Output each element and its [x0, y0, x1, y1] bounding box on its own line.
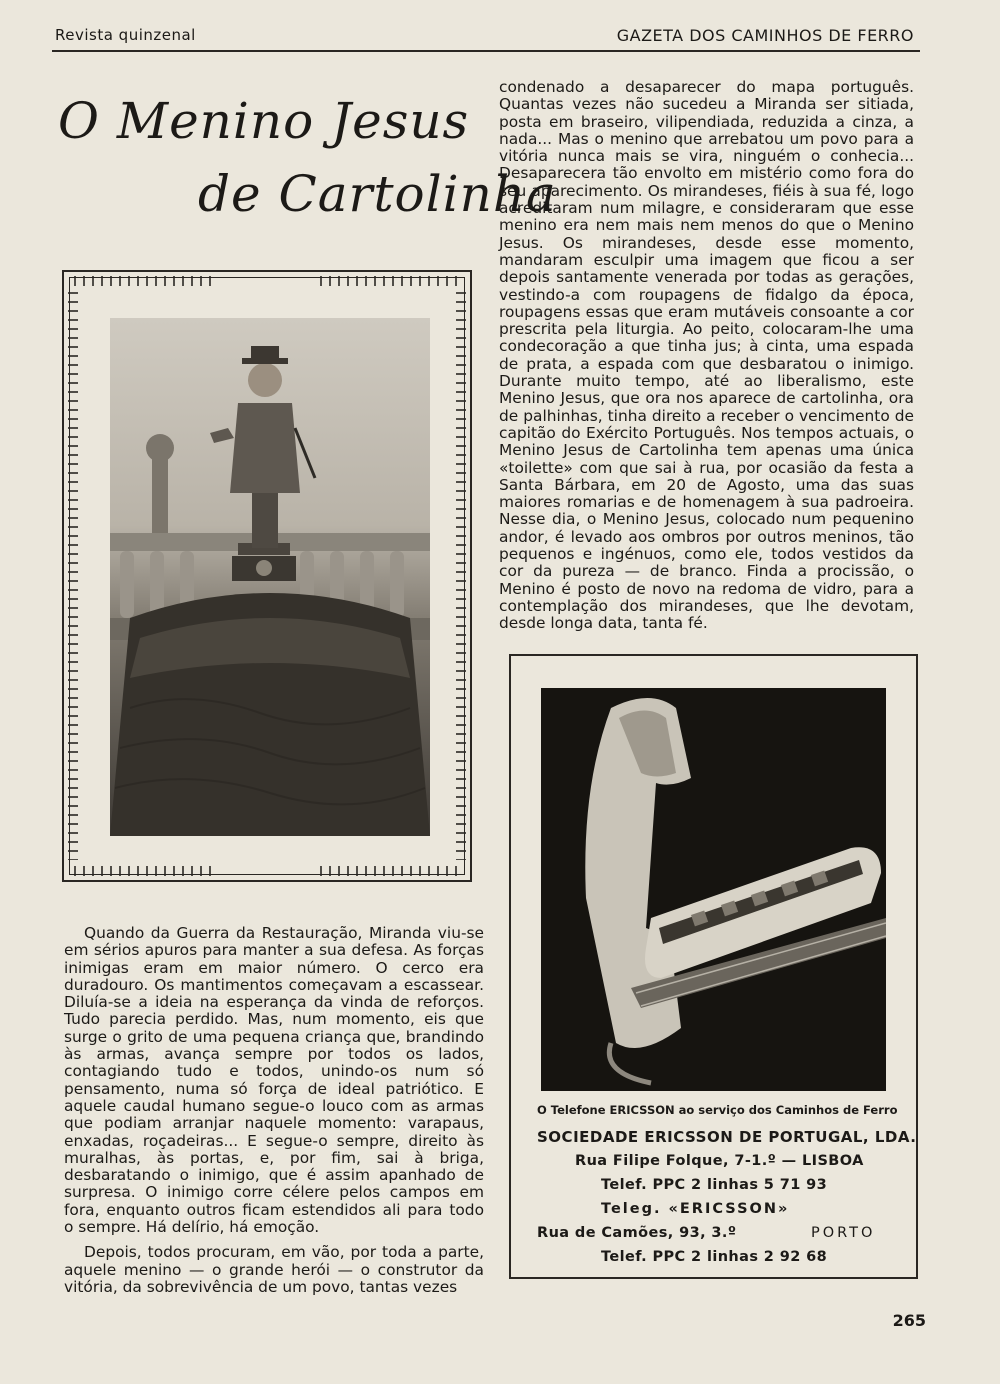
ad-lisbon-address: Rua Filipe Folque, 7-1.º — LISBOA	[575, 1153, 864, 1169]
ad-company-name: SOCIEDADE ERICSSON DE PORTUGAL, LDA.	[537, 1128, 917, 1146]
page-number: 265	[892, 1311, 926, 1330]
frame-ornament	[320, 276, 460, 286]
telephone-train-illustration	[541, 688, 886, 1091]
ad-caption: O Telefone ERICSSON ao serviço dos Caminhos de Ferro	[537, 1103, 898, 1117]
statue-photograph	[110, 318, 430, 836]
header-rule	[52, 50, 920, 52]
ericsson-advertisement	[509, 654, 918, 1279]
article-title-line-2: de Cartolinha	[198, 165, 557, 223]
frame-ornament	[320, 866, 460, 876]
frame-ornament	[74, 276, 214, 286]
frame-ornament	[456, 292, 466, 860]
ad-porto-phone: Telef. PPC 2 linhas 2 92 68	[601, 1249, 828, 1265]
article-title-line-1: O Menino Jesus	[58, 92, 470, 150]
ad-telegraph-address: Teleg. «ERICSSON»	[601, 1201, 790, 1217]
article-left-column	[64, 925, 484, 1296]
header-magazine-title: GAZETA DOS CAMINHOS DE FERRO	[616, 26, 914, 45]
ad-porto-address: Rua de Camões, 93, 3.º	[537, 1225, 737, 1241]
frame-ornament	[68, 292, 78, 860]
header-publication-frequency: Revista quinzenal	[55, 26, 196, 44]
article-right-column: condenado a desaparecer do mapa português. Quantas vezes não sucedeu a Miranda ser sitiada, posta em braseiro, vilipendiada, reduzida a cinza, a nada... Mas o menino que arrebatou um povo para a vitória nunca mais se vira, ninguém o conhecia... Desaparecera tão envolto em mistério como fora do seu aparecimento. Os mirandeses, fiéis à sua fé, logo acreditaram num milagre, e consideraram que esse menino era nem mais nem menos do que o Menino Jesus. Os mirandeses, desde esse momento, mandaram esculpir uma imagem que ficou a ser depois santamente venerada por todas as gerações, vestindo-a com roupagens de fidalgo da época, roupagens essas que eram mutáveis consoante a cor prescrita pela liturgia. Ao peito, colocaram-lhe uma condecoração a que tinha jus; à cinta, uma espada de prata, a espada com que desbaratou o inimigo. Durante muito tempo, até ao liberalismo, este Menino Jesus, que ora nos aparece de cartolinha, ora de palhinhas, tinha direito a receber o vencimento de capitão do Exército Português. Nos tempos actuais, o Menino Jesus de Cartolinha tem apenas uma única «toilette» com que sai à rua, por ocasião da festa a Santa Bárbara, em 20 de Agosto, uma das suas maiores romarias e de homenagem à sua padroeira. Nesse dia, o Menino Jesus, colocado num pequenino andor, é levado aos ombros por outros meninos, tão pequenos e ingénuos, como ele, todos vestidos da cor da pureza — de branco. Finda a procissão, o Menino é posto de novo na redoma de vidro, para a contemplação dos mirandeses, que lhe devotam, desde longa data, tanta fé.	[499, 78, 914, 633]
frame-ornament	[74, 866, 214, 876]
article-paragraph: Depois, todos procuram, em vão, por toda a parte, aquele menino — o grande herói — o construtor da vitória, da sobrevivência de um povo, tantas vezes	[64, 1243, 484, 1296]
ad-porto-city: PORTO	[811, 1225, 876, 1241]
article-paragraph: Quando da Guerra da Restauração, Miranda viu-se em sérios apuros para manter a sua defesa. As forças inimigas eram em maior número. O cerco era duradouro. Os mantimentos começavam a escassear. Diluía-se a ideia na esperança da vinda de reforços. Tudo parecia perdido. Mas, num momento, eis que surge o grito de uma pequena criança que, brandindo às armas, avança sempre por todos os lados, contagiando tudo e todos, unindo-os num só pensamento, numa só força de ideal patriótico. E aquele caudal humano segue-o louco com as armas que podiam arranjar naquele momento: varapaus, enxadas, roçadeiras... E segue-o sempre, direito às muralhas, às portas, e, por fim, sai à briga, desbaratando o inimigo, que é assim apanhado de surpresa. O inimigo corre célere pelos campos em fora, enquanto outros ficam estendidos ali para todo o sempre. Há delírio, há emoção.	[64, 924, 484, 1237]
ad-lisbon-phone: Telef. PPC 2 linhas 5 71 93	[601, 1177, 828, 1193]
